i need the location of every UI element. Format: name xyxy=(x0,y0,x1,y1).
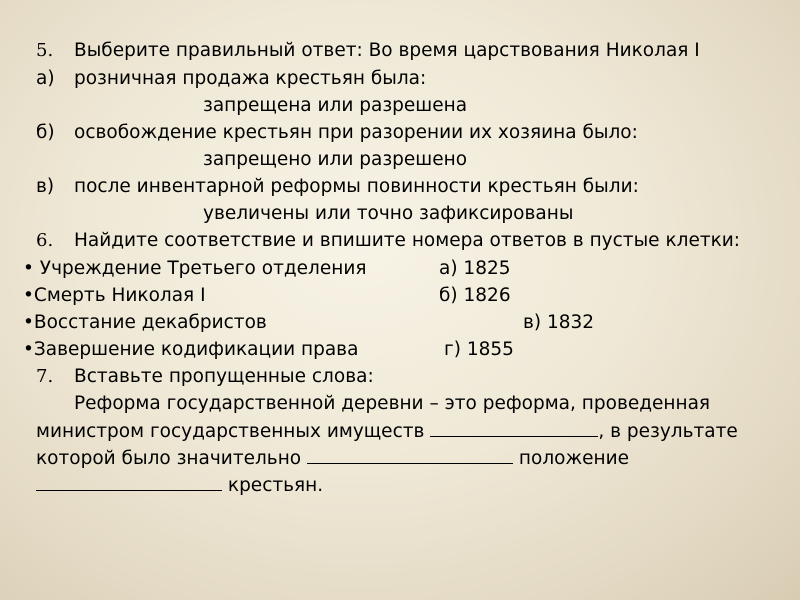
q5-heading xyxy=(36,38,53,64)
q6-pair-4-left: •Завершение кодификации права xyxy=(23,339,359,360)
q7-prompt: Вставьте пропущенные слова: xyxy=(74,366,374,387)
q5-item-b-text: освобождение крестьян при разорении их хозяина было: xyxy=(74,122,638,143)
q7-text-line-3 xyxy=(36,445,629,472)
q7-blank-category[interactable] xyxy=(36,472,222,491)
q5-item-a-options: запрещена или разрешена xyxy=(203,95,468,116)
q6-pair-2-left: •Смерть Николая I xyxy=(23,285,206,306)
q7-line-3-before: которой было значительно xyxy=(36,448,302,469)
q7-blank-change[interactable] xyxy=(307,445,513,464)
q7-text-line-4 xyxy=(36,472,323,499)
q5-prompt: Выберите правильный ответ: Во время царствования Николая I xyxy=(74,40,700,61)
q6-pair-3-left: •Восстание декабристов xyxy=(23,312,267,333)
q7-line-2-before: министром государственных имуществ xyxy=(36,421,425,442)
q5-item-a-marker: а) xyxy=(36,68,55,89)
q6-heading xyxy=(36,228,53,254)
q7-line-3-after: положение xyxy=(518,448,630,469)
q5-item-a-text: розничная продажа крестьян была: xyxy=(74,68,427,89)
q6-number: 6. xyxy=(36,230,54,251)
q5-item-c-options: увеличены или точно зафиксированы xyxy=(203,203,574,224)
q5-number: 5. xyxy=(36,40,54,61)
q7-text-line-1: Реформа государственной деревни – это реформа, проведенная xyxy=(74,393,711,414)
q7-line-4-after: крестьян. xyxy=(227,475,324,496)
q5-item-b-marker: б) xyxy=(36,122,55,143)
q7-blank-minister[interactable] xyxy=(430,418,598,437)
q5-item-c-marker: в) xyxy=(36,176,55,197)
q6-prompt: Найдите соответствие и впишите номера ответов в пустые клетки: xyxy=(74,230,741,251)
q6-pair-4-right: г) 1855 xyxy=(444,339,514,360)
q6-pair-1-left: • Учреждение Третьего отделения xyxy=(23,258,367,279)
q6-pair-1-right: а) 1825 xyxy=(439,258,511,279)
q5-item-c-text: после инвентарной реформы повинности крестьян были: xyxy=(74,176,639,197)
q7-heading xyxy=(36,364,53,390)
q7-line-2-after: , в результате xyxy=(598,421,738,442)
q7-number: 7. xyxy=(36,366,54,387)
q6-pair-3-right: в) 1832 xyxy=(523,312,595,333)
q5-item-b-options: запрещено или разрешено xyxy=(203,149,468,170)
q6-pair-2-right: б) 1826 xyxy=(439,285,511,306)
q7-text-line-2 xyxy=(36,418,738,445)
